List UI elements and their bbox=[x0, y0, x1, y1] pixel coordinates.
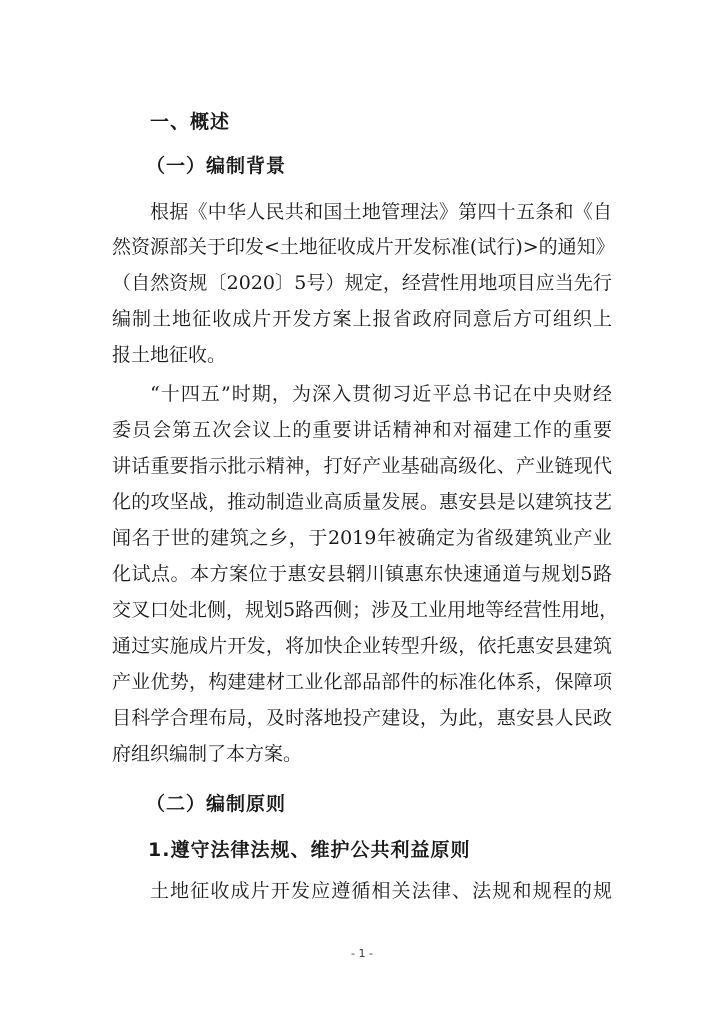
paragraph-line: 报土地征收。 bbox=[112, 344, 227, 366]
section-title: 一、概述 bbox=[150, 111, 231, 133]
paragraph-line: 然资源部关于印发<土地征收成片开发标准(试行)>的通知》 bbox=[112, 236, 615, 258]
paragraph-line: （自然资规〔2020〕5号）规定，经营性用地项目应当先行 bbox=[112, 272, 612, 294]
paragraph-line: 化试点。本方案位于惠安县辋川镇惠东快速通道与规划5路 bbox=[112, 563, 612, 585]
page-number: - 1 - bbox=[351, 947, 373, 960]
subsection-title-background: （一）编制背景 bbox=[146, 155, 287, 177]
paragraph-line: 编制土地征收成片开发方案上报省政府同意后方可组织上 bbox=[112, 308, 612, 330]
paragraph-line: 讲话重要指示批示精神，打好产业基础高级化、产业链现代 bbox=[112, 455, 612, 477]
paragraph-line: 交叉口处北侧，规划5路西侧；涉及工业用地等经营性用地， bbox=[112, 599, 619, 621]
subsection-title-principles: （二）编制原则 bbox=[146, 793, 287, 815]
paragraph-line: 土地征收成片开发应遵循相关法律、法规和规程的规 bbox=[150, 880, 612, 902]
paragraph-line: 府组织编制了本方案。 bbox=[112, 743, 303, 765]
paragraph-line: 目科学合理布局，及时落地投产建设，为此，惠安县人民政 bbox=[112, 707, 612, 729]
paragraph-line: 化的攻坚战，推动制造业高质量发展。惠安县是以建筑技艺 bbox=[112, 491, 612, 513]
paragraph-line: 根据《中华人民共和国土地管理法》第四十五条和《自 bbox=[150, 201, 612, 223]
paragraph-line: 通过实施成片开发，将加快企业转型升级，依托惠安县建筑 bbox=[112, 635, 612, 657]
paragraph-line: “十四五”时期，为深入贯彻习近平总书记在中央财经 bbox=[150, 383, 612, 405]
principle-heading: 1.遵守法律法规、维护公共利益原则 bbox=[148, 839, 471, 861]
paragraph-line: 委员会第五次会议上的重要讲话精神和对福建工作的重要 bbox=[112, 419, 612, 441]
paragraph-line: 产业优势，构建建材工业化部品部件的标准化体系，保障项 bbox=[112, 671, 612, 693]
paragraph-line: 闻名于世的建筑之乡，于2019年被确定为省级建筑业产业 bbox=[112, 527, 612, 549]
